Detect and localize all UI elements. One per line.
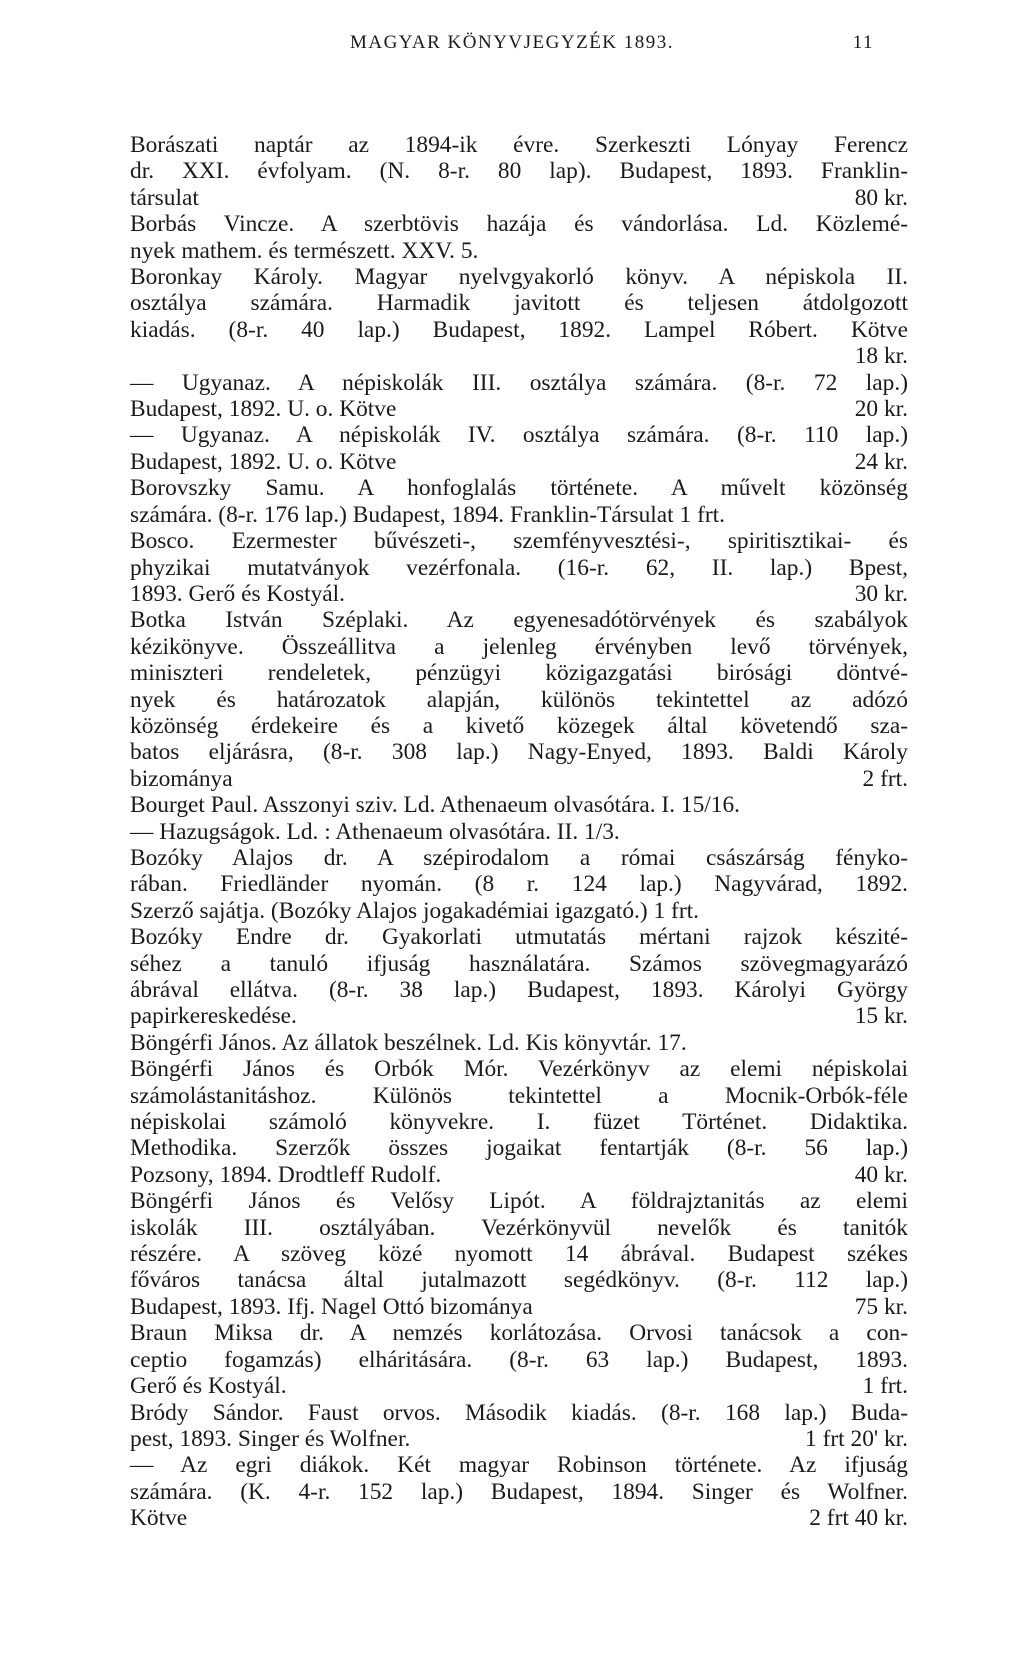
bibliography-entry: [130, 1056, 908, 1188]
entry-line: Böngérfi János és Velősy Lipót. A földrajztanitás az elemi: [130, 1188, 908, 1215]
entry-text: pest, 1893. Singer és Wolfner.: [130, 1425, 411, 1452]
entry-line-with-price: [130, 1505, 908, 1532]
entry-line: ábrával ellátva. (8-r. 38 lap.) Budapest, 1893. Károlyi György: [130, 977, 908, 1003]
bibliography-entry: [130, 1188, 908, 1320]
entry-line: közönség érdekeire és a kivető közegek által követendő sza-: [130, 712, 908, 739]
entry-line: nyek mathem. és természett. XXV. 5.: [130, 237, 479, 264]
bibliography-entries: [130, 132, 908, 1532]
entry-price: 80 kr.: [854, 184, 908, 211]
entry-line-with-price: [130, 765, 908, 792]
bibliography-entry: [130, 264, 908, 370]
bibliography-entry: [130, 132, 908, 211]
entry-line: dr. XXI. évfolyam. (N. 8-r. 80 lap). Budapest, 1893. Franklin-: [130, 158, 908, 185]
entry-line: számolástanitáshoz. Különös tekintettel a Mocnik-Orbók-féle: [130, 1082, 908, 1109]
bibliography-entry: [130, 211, 908, 264]
entry-line: részére. A szöveg közé nyomott 14 ábrával. Budapest székes: [130, 1241, 908, 1268]
entry-line-with-price: [130, 1161, 908, 1188]
entry-line: Borászati naptár az 1894-ik évre. Szerkeszti Lónyay Ferencz: [130, 132, 908, 158]
entry-line: osztálya számára. Harmadik javitott és teljesen átdolgozott: [130, 290, 908, 317]
bibliography-entry: [130, 528, 908, 607]
entry-line: Braun Miksa dr. A nemzés korlátozása. Orvosi tanácsok a con-: [130, 1320, 908, 1347]
entry-price: 30 kr.: [854, 580, 908, 607]
entry-line: Bozóky Alajos dr. A szépirodalom a római császárság fényko-: [130, 844, 908, 871]
bibliography-entry: [130, 1452, 908, 1531]
bibliography-entry: [130, 607, 908, 792]
entry-line: Szerző sajátja. (Bozóky Alajos jogakadémiai igazgató.) 1 frt.: [130, 897, 699, 924]
entry-line: népiskolai számoló könyvekre. I. füzet Történet. Didaktika.: [130, 1109, 908, 1136]
entry-line: Borbás Vincze. A szerbtövis hazája és vándorlása. Ld. Közlemé-: [130, 211, 908, 238]
entry-line: Methodika. Szerzők összes jogaikat fentartják (8-r. 56 lap.): [130, 1135, 908, 1162]
entry-line: Bourget Paul. Asszonyi sziv. Ld. Athenaeum olvasótára. I. 15/16.: [130, 792, 741, 819]
entry-line: — Az egri diákok. Két magyar Robinson története. Az ifjuság: [130, 1452, 908, 1479]
page-number: 11: [852, 32, 874, 53]
entry-line: rában. Friedländer nyomán. (8 r. 124 lap.) Nagyvárad, 1892.: [130, 871, 908, 898]
entry-price: 40 kr.: [854, 1161, 908, 1188]
entry-line-with-price: [130, 1425, 908, 1452]
entry-line-with-price: [130, 1293, 908, 1320]
entry-line-with-price: [130, 1373, 908, 1400]
entry-text: papirkereskedése.: [130, 1003, 297, 1030]
entry-price: 75 kr.: [854, 1293, 908, 1320]
bibliography-entry: [130, 792, 908, 818]
entry-line: nyek és határozatok alapján, különös tekintettel az adózó: [130, 686, 908, 713]
entry-line: Borovszky Samu. A honfoglalás története. A művelt közönség: [130, 475, 908, 502]
entry-line: Bródy Sándor. Faust orvos. Második kiadás. (8-r. 168 lap.) Buda-: [130, 1399, 908, 1426]
entry-price: 15 kr.: [854, 1003, 908, 1030]
bibliography-entry: [130, 819, 908, 845]
entry-line-with-price: [130, 580, 908, 607]
entry-price: 2 frt 40 kr.: [809, 1505, 908, 1532]
entry-line: kiadás. (8-r. 40 lap.) Budapest, 1892. Lampel Róbert. Kötve: [130, 316, 908, 343]
entry-line: iskolák III. osztályában. Vezérkönyvül nevelők és tanitók: [130, 1214, 908, 1241]
entry-text: 1893. Gerő és Kostyál.: [130, 580, 346, 607]
entry-line: Böngérfi János és Orbók Mór. Vezérkönyv az elemi népiskolai: [130, 1056, 908, 1083]
entry-line: séhez a tanuló ifjuság használatára. Számos szövegmagyarázó: [130, 950, 908, 977]
entry-line: — Ugyanaz. A népiskolák III. osztálya számára. (8-r. 72 lap.): [130, 369, 908, 396]
entry-line: számára. (K. 4-r. 152 lap.) Budapest, 1894. Singer és Wolfner.: [130, 1478, 908, 1505]
entry-line: számára. (8-r. 176 lap.) Budapest, 1894. Franklin-Társulat 1 frt.: [130, 501, 725, 528]
bibliography-entry: [130, 1030, 908, 1056]
header-title: MAGYAR KÖNYVJEGYZÉK 1893.: [349, 32, 675, 53]
entry-line: — Hazugságok. Ld. : Athenaeum olvasótára. II. 1/3.: [130, 818, 620, 845]
entry-line: miniszteri rendeletek, pénzügyi közigazgatási birósági döntvé-: [130, 660, 908, 687]
entry-line: Bozóky Endre dr. Gyakorlati utmutatás mértani rajzok készité-: [130, 924, 908, 951]
bibliography-entry: [130, 1400, 908, 1453]
bibliography-entry: [130, 1320, 908, 1399]
entry-line: Boronkay Károly. Magyar nyelvgyakorló könyv. A népiskola II.: [130, 264, 908, 291]
bibliography-entry: [130, 422, 908, 475]
entry-line: főváros tanácsa által jutalmazott segédkönyv. (8-r. 112 lap.): [130, 1267, 908, 1294]
entry-line-with-price: [130, 1003, 908, 1030]
entry-text: Gerő és Kostyál.: [130, 1373, 287, 1400]
entry-line: ceptio fogamzás) elháritására. (8-r. 63 lap.) Budapest, 1893.: [130, 1346, 908, 1373]
entry-line: Böngérfi János. Az állatok beszélnek. Ld. Kis könyvtár. 17.: [130, 1029, 687, 1056]
entry-line: Bosco. Ezermester bűvészeti-, szemfényvesztési-, spiritisztikai- és: [130, 528, 908, 555]
bibliography-entry: [130, 475, 908, 528]
entry-text: Budapest, 1892. U. o. Kötve: [130, 396, 397, 423]
entry-line: Botka István Széplaki. Az egyenesadótörvények és szabályok: [130, 607, 908, 634]
entry-line-with-price: [130, 184, 908, 211]
entry-price: 2 frt.: [862, 765, 908, 792]
entry-line: — Ugyanaz. A népiskolák IV. osztálya számára. (8-r. 110 lap.): [130, 422, 908, 449]
entry-line-with-price: [130, 396, 908, 423]
entry-price: 18 kr.: [854, 343, 908, 370]
entry-text: Budapest, 1892. U. o. Kötve: [130, 448, 397, 475]
entry-text: társulat: [130, 184, 199, 211]
entry-line: phyzikai mutatványok vezérfonala. (16-r. 62, II. lap.) Bpest,: [130, 554, 908, 581]
entry-price: 1 frt.: [862, 1373, 908, 1400]
bibliography-entry: [130, 845, 908, 924]
entry-price: 1 frt 20' kr.: [805, 1425, 908, 1452]
entry-price: 24 kr.: [854, 448, 908, 475]
entry-line: batos eljárásra, (8-r. 308 lap.) Nagy-Enyed, 1893. Baldi Károly: [130, 739, 908, 766]
entry-text: Kötve: [130, 1505, 188, 1532]
bibliography-entry: [130, 924, 908, 1030]
entry-price: 20 kr.: [854, 396, 908, 423]
entry-text: bizománya: [130, 765, 233, 792]
entry-text: Pozsony, 1894. Drodtleff Rudolf.: [130, 1161, 442, 1188]
entry-text: Budapest, 1893. Ifj. Nagel Ottó bizománya: [130, 1293, 533, 1320]
running-header: [150, 32, 874, 66]
bibliography-entry: [130, 370, 908, 423]
entry-line-with-price: [130, 448, 908, 475]
entry-line: kézikönyve. Összeállitva a jelenleg érvényben levő törvények,: [130, 633, 908, 660]
